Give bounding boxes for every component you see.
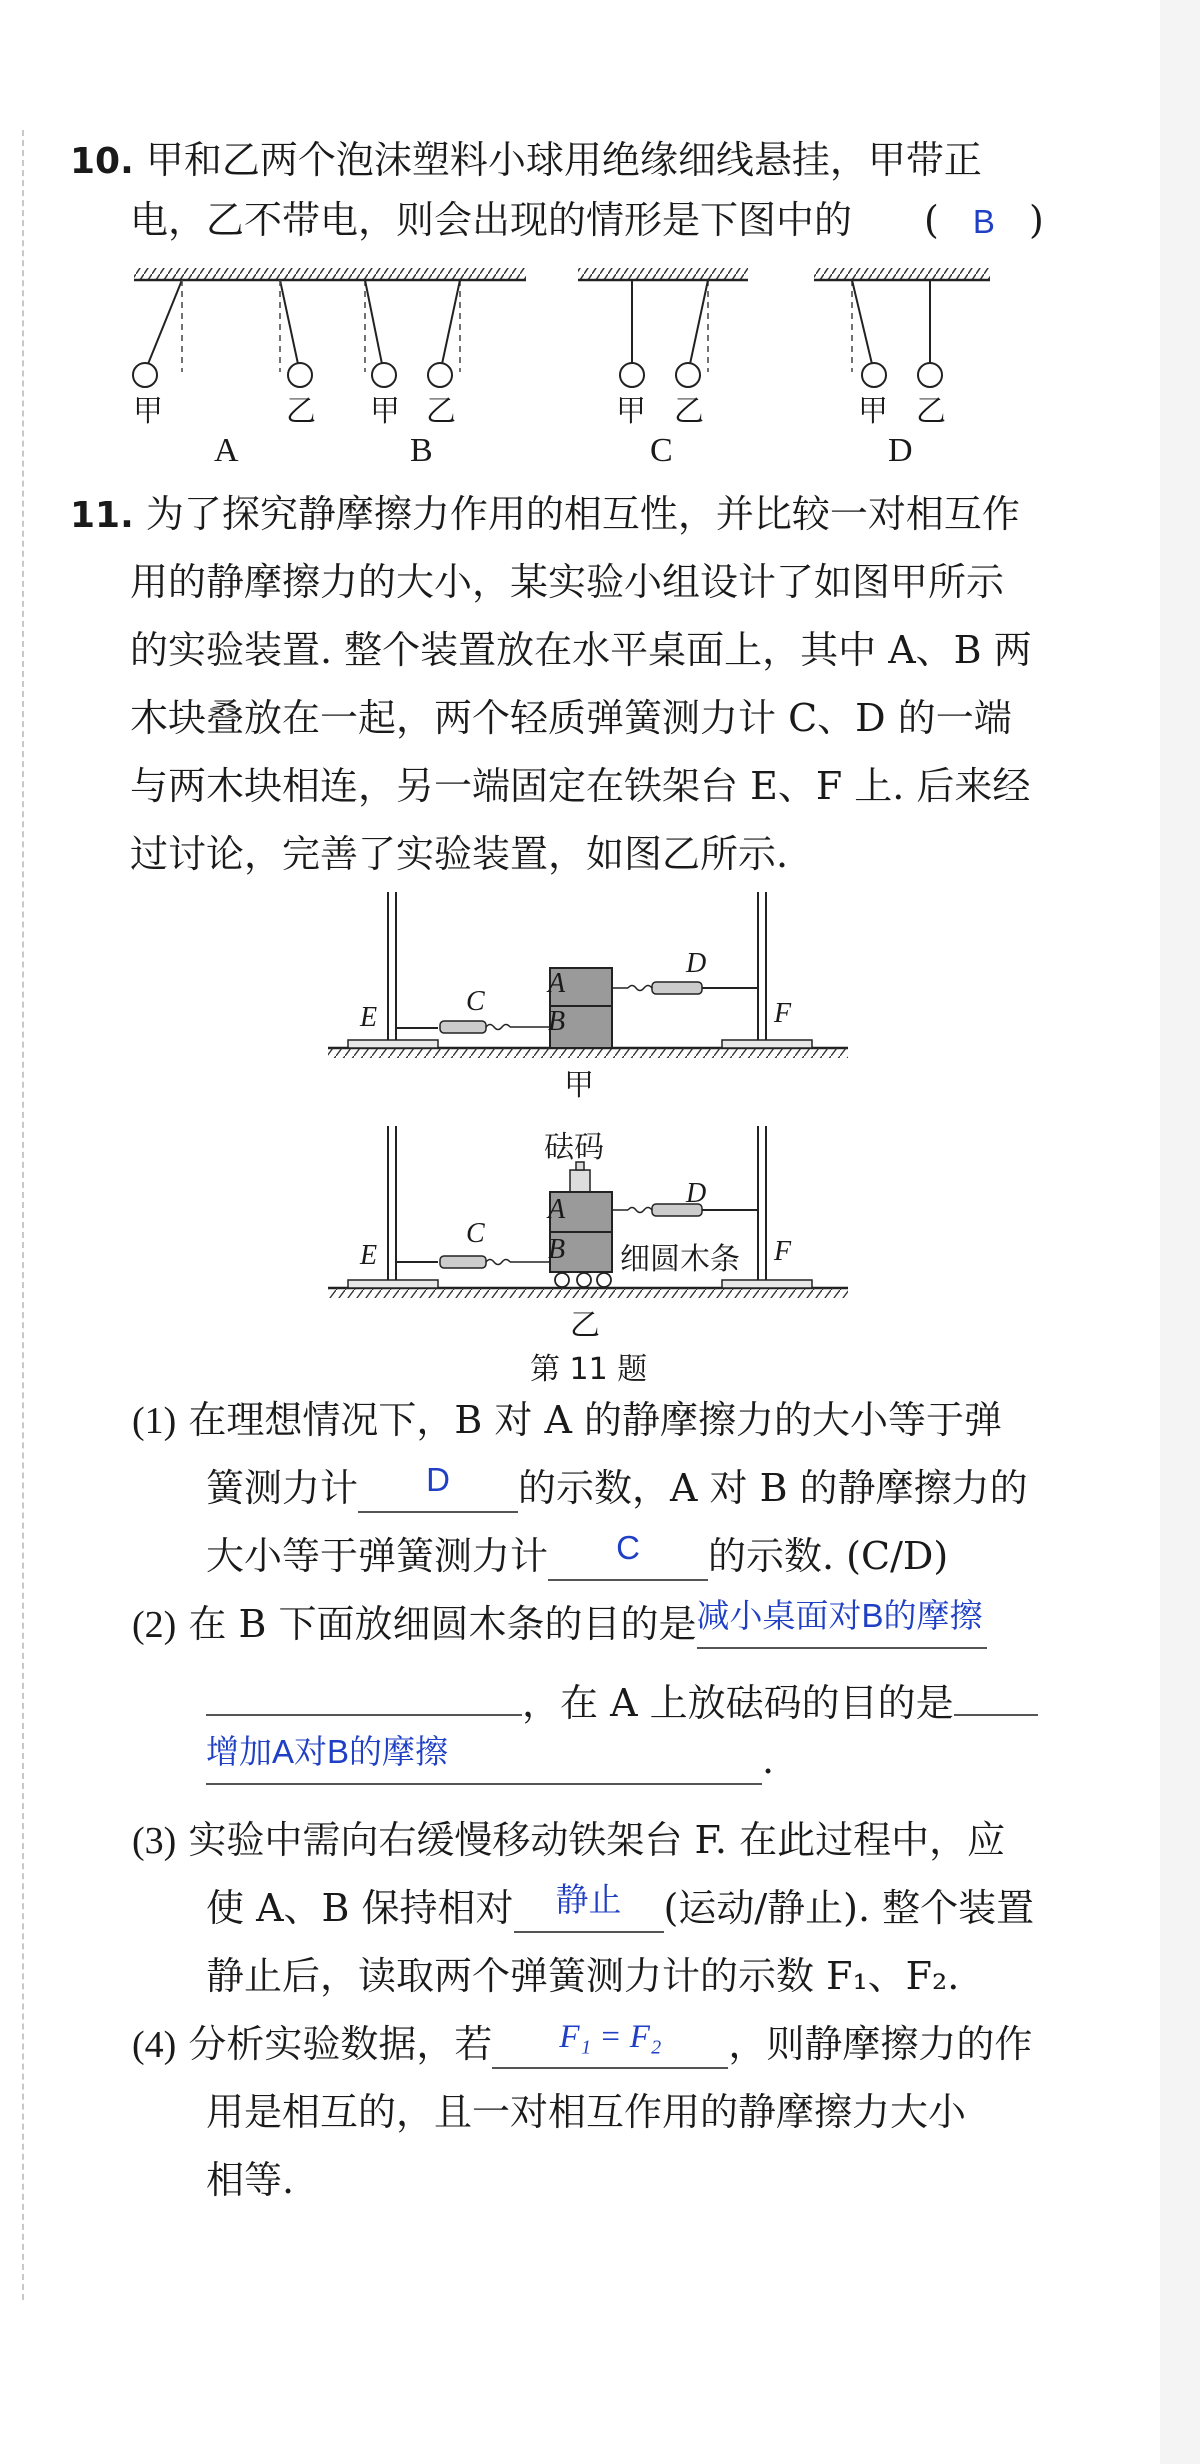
q11-line5: 与两木块相连，另一端固定在铁架台 E、F 上. 后来经 <box>130 764 1031 808</box>
q11-figure-jia <box>318 888 858 1088</box>
option-d-right-label: 乙 <box>916 394 946 429</box>
q10-number: 10. <box>70 141 134 182</box>
yi-spring-c: C <box>466 1218 485 1249</box>
p3-line3: 静止后，读取两个弹簧测力计的示数 F₁、F₂. <box>206 1954 960 1998</box>
yi-spring-d: D <box>686 1178 707 1209</box>
option-c-right-label: 乙 <box>674 394 704 429</box>
ceiling-ab <box>134 268 526 280</box>
p1-blank1[interactable]: D <box>358 1465 518 1513</box>
q10-text-1: 甲和乙两个泡沫塑料小球用绝缘细线悬挂，甲带正 <box>145 138 982 182</box>
q11-line4: 木块叠放在一起，两个轻质弹簧测力计 C、D 的一端 <box>130 696 1012 740</box>
q10-answer-paren: ( B ) <box>924 198 1044 242</box>
p4-line2: 用是相互的，且一对相互作用的静摩擦力大小 <box>206 2090 967 2134</box>
q11-line6: 过讨论，完善了实验装置，如图乙所示. <box>130 832 789 876</box>
option-d-left-label: 甲 <box>858 394 888 429</box>
jia-block-a: A <box>548 968 566 999</box>
option-b-diagram <box>365 280 460 387</box>
jia-stand-e: E <box>360 1002 378 1033</box>
rod-label: 细圆木条 <box>620 1242 740 1277</box>
p1-line2: 簧测力计 D 的示数，A 对 B 的静摩擦力的 <box>206 1464 1028 1513</box>
p1-line1: (1) 在理想情况下，B 对 A 的静摩擦力的大小等于弹 <box>132 1398 1003 1442</box>
q10-options-figure <box>120 262 1000 482</box>
q10-answer: B <box>972 203 995 240</box>
figure-jia-label: 甲 <box>564 1068 594 1103</box>
q10-line2 <box>130 196 852 244</box>
option-b-right-label: 乙 <box>426 394 456 429</box>
q11-line2: 用的静摩擦力的大小，某实验小组设计了如图甲所示 <box>130 560 1005 604</box>
p1-blank2[interactable]: C <box>548 1533 708 1581</box>
p3-blank[interactable]: 静止 <box>514 1885 664 1933</box>
yi-block-b: B <box>548 1234 566 1265</box>
p2-line2: ，在 A 上放砝码的目的是 <box>206 1668 1038 1727</box>
option-a-left-label: 甲 <box>133 394 163 429</box>
p2-blank1-continued[interactable] <box>206 1668 522 1716</box>
yi-block-a: A <box>548 1194 566 1225</box>
option-c-diagram <box>578 268 748 387</box>
option-d-diagram <box>814 268 990 387</box>
option-c-letter: C <box>650 432 673 469</box>
jia-spring-c: C <box>466 986 485 1017</box>
option-b-letter: B <box>410 432 433 469</box>
option-b-left-label: 甲 <box>370 394 400 429</box>
q11-number: 11. <box>70 495 134 536</box>
p4-line1: (4) 分析实验数据，若 F₁ = F₂ ，则静摩擦力的作 <box>132 2020 1032 2069</box>
option-a-letter: A <box>214 432 239 469</box>
p3-line1: (3) 实验中需向右缓慢移动铁架台 F. 在此过程中，应 <box>132 1818 1006 1862</box>
p2-line1: (2) 在 B 下面放细圆木条的目的是减小桌面对B的摩擦 <box>132 1600 987 1649</box>
yi-stand-f: F <box>774 1236 792 1267</box>
jia-stand-f: F <box>774 998 792 1029</box>
q11-line1: 11. 为了探究静摩擦力作用的相互性，并比较一对相互作 <box>70 492 1020 536</box>
q10-text-2: 电，乙不带电，则会出现的情形是下图中的 <box>130 198 853 242</box>
q11-line3: 的实验装置. 整个装置放在水平桌面上，其中 A、B 两 <box>130 628 1032 672</box>
option-d-letter: D <box>888 432 913 469</box>
yi-stand-e: E <box>360 1240 378 1271</box>
p1-line3: 大小等于弹簧测力计 C 的示数. (C/D) <box>206 1532 948 1581</box>
option-a-diagram <box>133 280 312 387</box>
figure-yi-label: 乙 <box>570 1308 600 1343</box>
option-a-right-label: 乙 <box>286 394 316 429</box>
option-c-left-label: 甲 <box>616 394 646 429</box>
margin-dashed-line <box>22 130 24 2300</box>
p4-line3: 相等. <box>206 2158 295 2202</box>
q10-line1 <box>70 136 982 186</box>
p4-blank[interactable]: F₁ = F₂ <box>492 2021 728 2069</box>
p2-blank1[interactable]: 减小桌面对B的摩擦 <box>697 1601 987 1649</box>
jia-spring-d: D <box>686 948 707 979</box>
p2-line3: 增加A对B的摩擦 . <box>206 1736 774 1785</box>
p3-line2: 使 A、B 保持相对 静止 (运动/静止). 整个装置 <box>206 1884 1034 1933</box>
weight-label: 砝码 <box>544 1130 604 1165</box>
p2-blank2[interactable]: 增加A对B的摩擦 <box>206 1737 762 1785</box>
jia-block-b: B <box>548 1006 566 1037</box>
figure-caption: 第 11 题 <box>530 1352 648 1387</box>
p2-blank2-start[interactable] <box>954 1668 1038 1716</box>
